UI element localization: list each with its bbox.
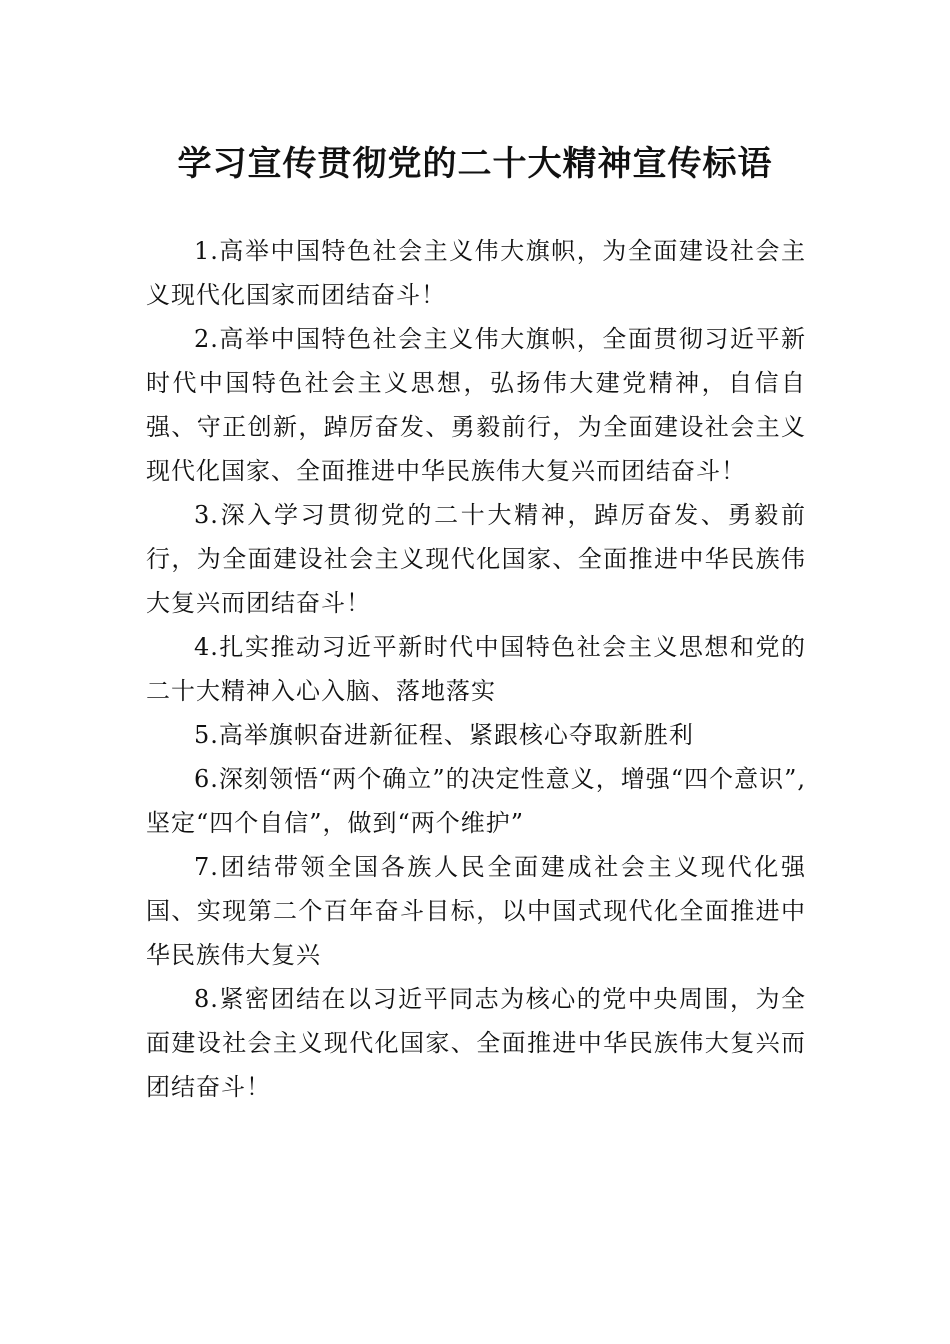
slogan-item-6: 6.深刻领悟“两个确立”的决定性意义，增强“四个意识”,坚定“四个自信”，做到“两个维护” [146, 765, 806, 837]
slogan-item-4: 4.扎实推动习近平新时代中国特色社会主义思想和党的二十大精神入心入脑、落地落实 [146, 633, 806, 705]
slogan-item-8: 8.紧密团结在以习近平同志为核心的党中央周围，为全面建设社会主义现代化国家、全面推进中华民族伟大复兴而团结奋斗！ [146, 985, 806, 1101]
slogan-item-5: 5.高举旗帜奋进新征程、紧跟核心夺取新胜利 [194, 721, 694, 749]
slogan-item-3: 3.深入学习贯彻党的二十大精神，踔厉奋发、勇毅前行，为全面建设社会主义现代化国家、全面推进中华民族伟大复兴而团结奋斗！ [146, 501, 806, 617]
slogan-list [146, 229, 806, 1109]
slogan-item-2: 2.高举中国特色社会主义伟大旗帜，全面贯彻习近平新时代中国特色社会主义思想，弘扬伟大建党精神，自信自强、守正创新，踔厉奋发、勇毅前行，为全面建设社会主义现代化国家、全面推进中华民族伟大复兴而团结奋斗！ [146, 325, 806, 485]
document-title: 学习宣传贯彻党的二十大精神宣传标语 [177, 144, 773, 184]
slogan-item-7: 7.团结带领全国各族人民全面建成社会主义现代化强国、实现第二个百年奋斗目标，以中国式现代化全面推进中华民族伟大复兴 [146, 853, 806, 969]
slogan-item-1: 1.高举中国特色社会主义伟大旗帜，为全面建设社会主义现代化国家而团结奋斗！ [146, 237, 806, 309]
